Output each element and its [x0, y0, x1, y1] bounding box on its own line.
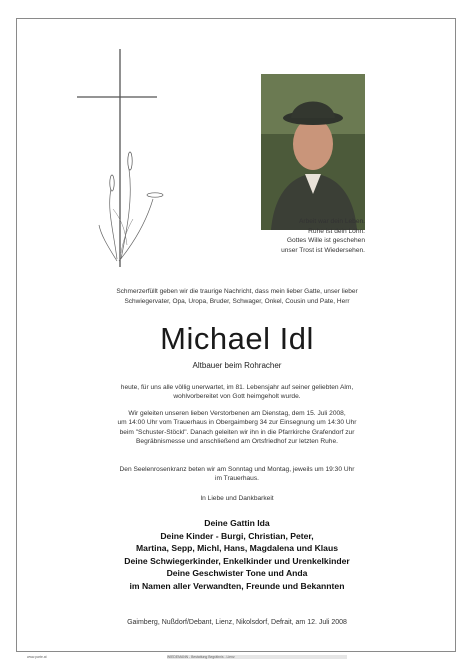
sign-off-intro: In Liebe und Dankbarkeit	[200, 495, 274, 502]
verse-line: Arbeit war dein Leben.	[299, 218, 365, 225]
footer-imprint: WIEDEMANN - Bestattung Begräbnis - Lienz	[167, 655, 347, 659]
mourner-line: im Namen aller Verwandten, Freunde und Bekannten	[129, 580, 345, 591]
place-and-date: Gaimberg, Nußdorf/Debant, Lienz, Nikolsdorf, Defrait, am 12. Juli 2008	[127, 619, 347, 626]
mourners-list	[17, 517, 457, 593]
paragraph-line: wohlvorbereitet von Gott heimgeholt wurde.	[173, 393, 301, 401]
intro-text	[57, 287, 417, 307]
deceased-name: Michael Idl	[160, 321, 314, 356]
verse-line: unser Trost ist Wiedersehen.	[281, 246, 365, 254]
mourner-line: Deine Schwiegerkinder, Enkelkinder und Urenkelkinder	[124, 555, 350, 566]
obituary-card	[16, 18, 456, 659]
intro-line: Schwiegervater, Opa, Uropa, Bruder, Schwager, Onkel, Cousin und Pate, Herr	[124, 298, 350, 305]
paragraph-line: Wir geleiten unseren lieben Verstorbenen am Dienstag, dem 15. Juli 2008,	[128, 410, 346, 417]
verse-line: Gottes Wille ist geschehen	[286, 237, 365, 245]
verse	[227, 217, 365, 255]
portrait-photo	[261, 74, 365, 230]
mourner-line: Deine Gattin Ida	[204, 518, 270, 528]
paragraph-line: im Trauerhaus.	[215, 475, 259, 483]
intro-line: Schmerzerfüllt geben wir die traurige Nachricht, dass mein lieber Gatte, unser lieber	[116, 288, 358, 295]
mourner-line: Martina, Sepp, Michl, Hans, Magdalena und Klaus	[136, 543, 338, 554]
paragraph-line: um 14:00 Uhr vom Trauerhaus in Obergaimberg 34 zur Einsegnung um 14:30 Uhr	[117, 419, 357, 427]
verse-line: Ruhe ist dein Lohn.	[308, 227, 365, 235]
mourner-line: Deine Kinder - Burgi, Christian, Peter,	[160, 530, 314, 541]
footer-left-text: www.parte.at	[27, 655, 47, 659]
paragraph-line: Begräbnismesse und anschließend am Ortsfriedhof zur letzten Ruhe.	[136, 438, 338, 446]
announcement-paragraph	[47, 383, 427, 402]
paragraph-line: heute, für uns alle völlig unerwartet, im 81. Lebensjahr auf seiner geliebten Alm,	[120, 384, 354, 391]
rosary-paragraph	[47, 465, 427, 484]
cross-with-wheat-icon	[77, 49, 167, 269]
funeral-details-paragraph	[47, 409, 427, 447]
mourner-line: Deine Geschwister Tone und Anda	[166, 568, 308, 579]
paragraph-line: Den Seelenrosenkranz beten wir am Sonntag und Montag, jeweils um 19:30 Uhr	[119, 466, 355, 473]
paragraph-line: beim "Schuster-Stöckl". Danach geleiten wir ihn in die Pfarrkirche Grafendorf zur	[119, 428, 355, 436]
deceased-title: Altbauer beim Rohracher	[192, 361, 282, 370]
